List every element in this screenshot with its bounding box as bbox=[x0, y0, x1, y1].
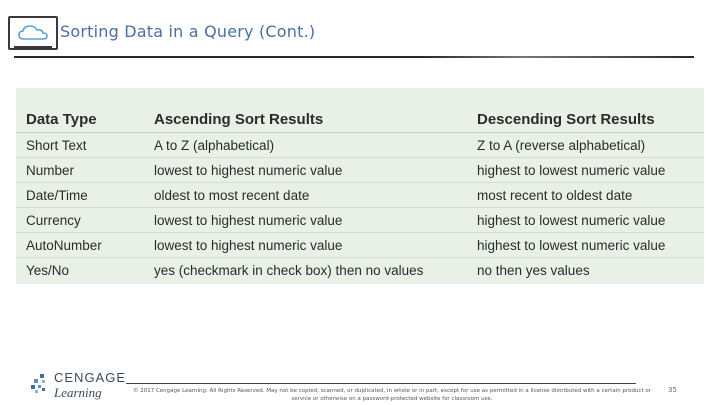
cell-descending: Z to A (reverse alphabetical) bbox=[467, 133, 704, 158]
logo-text-cengage: CENGAGE bbox=[54, 370, 127, 385]
cell-data-type: Short Text bbox=[16, 133, 144, 158]
table-row bbox=[16, 158, 704, 183]
cloud-monitor-icon bbox=[8, 16, 58, 50]
cell-ascending: yes (checkmark in check box) then no values bbox=[154, 262, 424, 278]
column-header-descending: Descending Sort Results bbox=[467, 106, 704, 133]
cell-ascending: lowest to highest numeric value bbox=[144, 208, 467, 233]
cell-ascending: lowest to highest numeric value bbox=[144, 158, 467, 183]
footer-divider bbox=[126, 383, 636, 384]
table-row bbox=[16, 133, 704, 158]
logo-text-learning: Learning bbox=[54, 385, 102, 400]
page-title: Sorting Data in a Query (Cont.) bbox=[60, 22, 316, 41]
cell-descending: highest to lowest numeric value bbox=[467, 233, 704, 258]
cell-ascending: A to Z (alphabetical) bbox=[144, 133, 467, 158]
cell-data-type: Yes/No bbox=[26, 262, 70, 278]
page-number: 35 bbox=[668, 386, 677, 394]
title-divider bbox=[14, 56, 694, 58]
cell-descending: most recent to oldest date bbox=[467, 183, 704, 208]
sort-results-table bbox=[16, 106, 704, 282]
monitor-stand bbox=[14, 46, 52, 50]
cell-data-type: Currency bbox=[16, 208, 144, 233]
cell-data-type: Date/Time bbox=[16, 183, 144, 208]
cell-descending: no then yes values bbox=[477, 262, 590, 278]
cell-data-type: Number bbox=[16, 158, 144, 183]
cell-ascending: oldest to most recent date bbox=[144, 183, 467, 208]
cengage-logo-mark bbox=[30, 373, 50, 395]
cengage-logo bbox=[30, 370, 130, 400]
cell-ascending: lowest to highest numeric value bbox=[144, 233, 467, 258]
column-header-data-type: Data Type bbox=[16, 106, 144, 133]
sort-results-panel bbox=[16, 88, 704, 284]
table-row bbox=[16, 233, 704, 258]
cell-descending: highest to lowest numeric value bbox=[467, 158, 704, 183]
table-row bbox=[16, 208, 704, 233]
copyright-notice: © 2017 Cengage Learning. All Rights Reserved. May not be copied, scanned, or duplicated, in whole or in part, except for use as permitted in a license distributed with a certain product or service or otherwise on a password-protected website for classroom use. bbox=[132, 388, 652, 402]
cell-descending: highest to lowest numeric value bbox=[467, 208, 704, 233]
table-header-row bbox=[16, 106, 704, 133]
cell-data-type: AutoNumber bbox=[16, 233, 144, 258]
column-header-ascending: Ascending Sort Results bbox=[144, 106, 467, 133]
table-row bbox=[16, 183, 704, 208]
table-row bbox=[16, 258, 704, 283]
